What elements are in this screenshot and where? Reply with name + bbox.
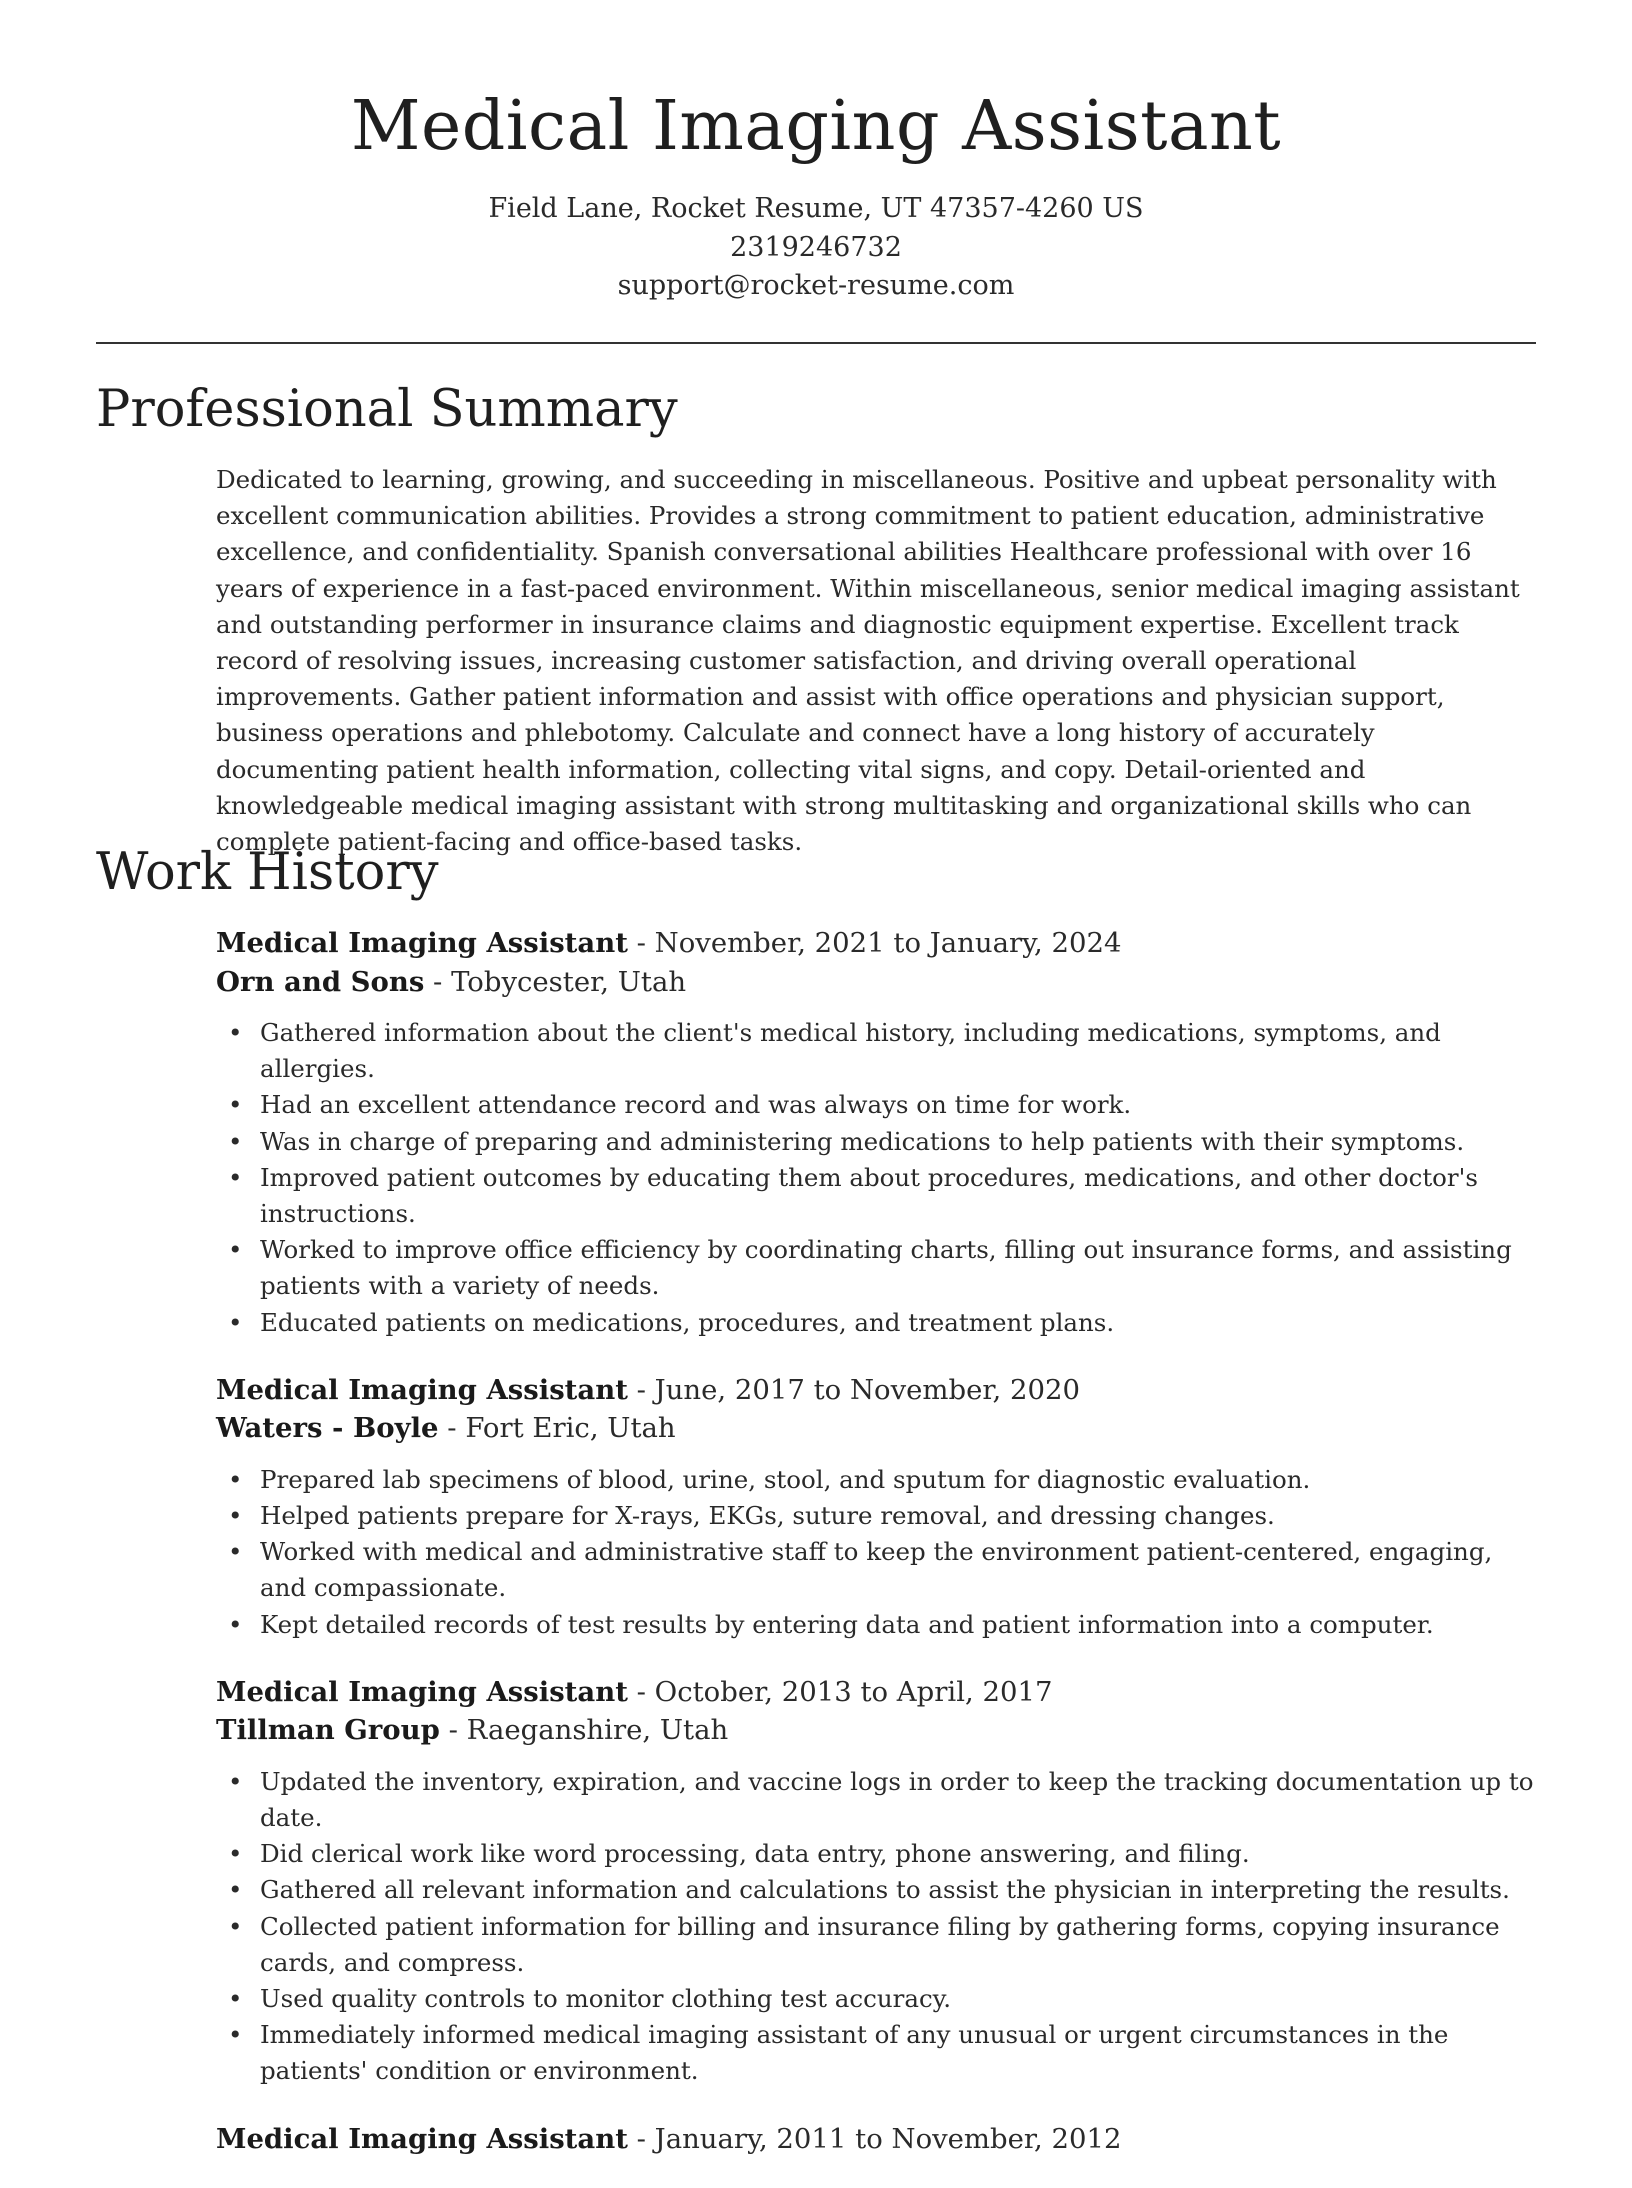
- job-dates: - October, 2013 to April, 2017: [627, 1675, 1053, 1708]
- header-divider: [96, 342, 1536, 344]
- job-duty-item: [216, 1498, 1546, 1534]
- job-duty-item: [216, 2017, 1546, 2089]
- job-duty-text: Gathered all relevant information and calculations to assist the physician in interpreting the results.: [260, 1875, 1510, 1905]
- job-duty-text: Improved patient outcomes by educating them about procedures, medications, and other doctor's instructions.: [260, 1162, 1478, 1229]
- bullet-icon: •: [228, 1090, 243, 1120]
- job-duty-text: Kept detailed records of test results by entering data and patient information into a computer.: [260, 1609, 1434, 1639]
- job-company: Tillman Group: [216, 1714, 440, 1747]
- bullet-icon: •: [228, 1235, 243, 1265]
- job-duty-item: [216, 1981, 1546, 2017]
- job-company-line: [216, 1409, 1546, 1448]
- job-duty-item: [216, 1836, 1546, 1872]
- job-duty-text: Educated patients on medications, procedures, and treatment plans.: [260, 1307, 1115, 1337]
- job-duty-item: [216, 1015, 1546, 1087]
- job-entry: [216, 924, 1546, 1341]
- job-location: - Raeganshire, Utah: [439, 1714, 729, 1747]
- contact-address: Field Lane, Rocket Resume, UT 47357-4260 US: [488, 193, 1144, 224]
- job-duty-text: Used quality controls to monitor clothing test accuracy.: [260, 1984, 952, 2014]
- job-duty-item: [216, 1305, 1546, 1341]
- work-history-list: [216, 924, 1546, 2188]
- job-company-line: [216, 1711, 1546, 1750]
- job-title-line: [216, 924, 1546, 963]
- candidate-name: Medical Imaging Assistant: [350, 87, 1282, 166]
- contact-block: [0, 190, 1632, 306]
- section-title-work-history: Work History: [96, 843, 439, 902]
- job-company: Waters - Boyle: [216, 1412, 439, 1445]
- bullet-icon: •: [228, 1766, 243, 1796]
- job-duty-item: [216, 1087, 1546, 1123]
- contact-email: support@rocket-resume.com: [617, 270, 1015, 301]
- job-duty-item: [216, 1607, 1546, 1643]
- bullet-icon: •: [228, 1464, 243, 1494]
- bullet-icon: •: [228, 2020, 243, 2050]
- job-title-line: [216, 1673, 1546, 1712]
- bullet-icon: •: [228, 1839, 243, 1869]
- job-duty-text: Worked with medical and administrative staff to keep the environment patient-centered, engaging, and compassionate.: [260, 1537, 1493, 1603]
- job-duty-text: Had an excellent attendance record and was always on time for work.: [260, 1090, 1132, 1120]
- bullet-icon: •: [228, 1911, 243, 1941]
- job-company-line: [216, 963, 1546, 1002]
- job-company: Orn and Sons: [216, 965, 425, 998]
- job-duty-item: [216, 1160, 1546, 1232]
- job-title-line: [216, 1371, 1546, 1410]
- job-title: Medical Imaging Assistant: [216, 927, 628, 959]
- job-entry: [216, 2120, 1546, 2159]
- summary-text: Dedicated to learning, growing, and succeeding in miscellaneous. Positive and upbeat personality with excellent communication abilities. Provides a strong commitment to patient education, administrative excellence, and confidentiality. Spanish conversational abilities Healthcare professional with over 16 years of experience in a fast-paced environment. Within miscellaneous, senior medical imaging assistant and outstanding performer in insurance claims and diagnostic equipment expertise. Excellent track record of resolving issues, increasing customer satisfaction, and driving overall operational improvements. Gather patient information and assist with office operations and physician support, business operations and phlebotomy. Calculate and connect have a long history of accurately documenting patient health information, collecting vital signs, and copy. Detail-oriented and knowledgeable medical imaging assistant with strong multitasking and organizational skills who can complete patient-facing and office-based tasks.: [216, 465, 1520, 857]
- job-title-line: [216, 2120, 1546, 2159]
- job-duty-item: [216, 1909, 1546, 1981]
- job-duty-text: Updated the inventory, expiration, and vaccine logs in order to keep the tracking documentation up to date.: [260, 1766, 1534, 1833]
- bullet-icon: •: [228, 1501, 243, 1531]
- job-duty-item: [216, 1534, 1546, 1606]
- job-duties: [216, 1462, 1546, 1643]
- job-duty-item: [216, 1872, 1546, 1908]
- job-entry: [216, 1673, 1546, 2090]
- job-dates: - November, 2021 to January, 2024: [627, 927, 1122, 959]
- job-duty-text: Immediately informed medical imaging assistant of any unusual or urgent circumstances in the patients' condition or environment.: [260, 2020, 1449, 2086]
- job-duty-item: [216, 1462, 1546, 1498]
- job-duties: [216, 1764, 1546, 2090]
- bullet-icon: •: [228, 1018, 243, 1047]
- job-entry: [216, 1371, 1546, 1643]
- bullet-icon: •: [228, 1537, 243, 1567]
- job-location: - Tobycester, Utah: [424, 965, 687, 998]
- job-duty-text: Gathered information about the client's medical history, including medications, symptoms, and allergies.: [260, 1018, 1441, 1084]
- job-duty-text: Helped patients prepare for X-rays, EKGs, suture removal, and dressing changes.: [260, 1501, 1275, 1531]
- job-dates: - January, 2011 to November, 2012: [627, 2122, 1122, 2155]
- job-dates: - June, 2017 to November, 2020: [627, 1373, 1080, 1406]
- job-duty-text: Prepared lab specimens of blood, urine, stool, and sputum for diagnostic evaluation.: [260, 1464, 1311, 1494]
- bullet-icon: •: [228, 1162, 243, 1192]
- job-duty-item: [216, 1764, 1546, 1836]
- job-duty-item: [216, 1124, 1546, 1160]
- job-title: Medical Imaging Assistant: [216, 1675, 628, 1708]
- job-location: - Fort Eric, Utah: [438, 1412, 676, 1445]
- bullet-icon: •: [228, 1126, 243, 1156]
- bullet-icon: •: [228, 1609, 243, 1639]
- job-title: Medical Imaging Assistant: [216, 2122, 628, 2155]
- bullet-icon: •: [228, 1307, 243, 1337]
- job-duties: [216, 1015, 1546, 1341]
- job-title: Medical Imaging Assistant: [216, 1373, 628, 1406]
- job-duty-text: Was in charge of preparing and administering medications to help patients with their symptoms.: [260, 1126, 1465, 1156]
- resume-header: [0, 82, 1632, 306]
- job-duty-item: [216, 1232, 1546, 1304]
- bullet-icon: •: [228, 1875, 243, 1905]
- job-duty-text: Worked to improve office efficiency by coordinating charts, filling out insurance forms, and assisting patients with a variety of needs.: [260, 1235, 1512, 1301]
- bullet-icon: •: [228, 1984, 243, 2014]
- contact-phone: 2319246732: [730, 231, 902, 263]
- job-duty-text: Collected patient information for billing and insurance filing by gathering forms, copying insurance cards, and compress.: [260, 1911, 1500, 1977]
- job-duty-text: Did clerical work like word processing, data entry, phone answering, and filing.: [260, 1839, 1250, 1869]
- section-title-summary: Professional Summary: [96, 380, 678, 439]
